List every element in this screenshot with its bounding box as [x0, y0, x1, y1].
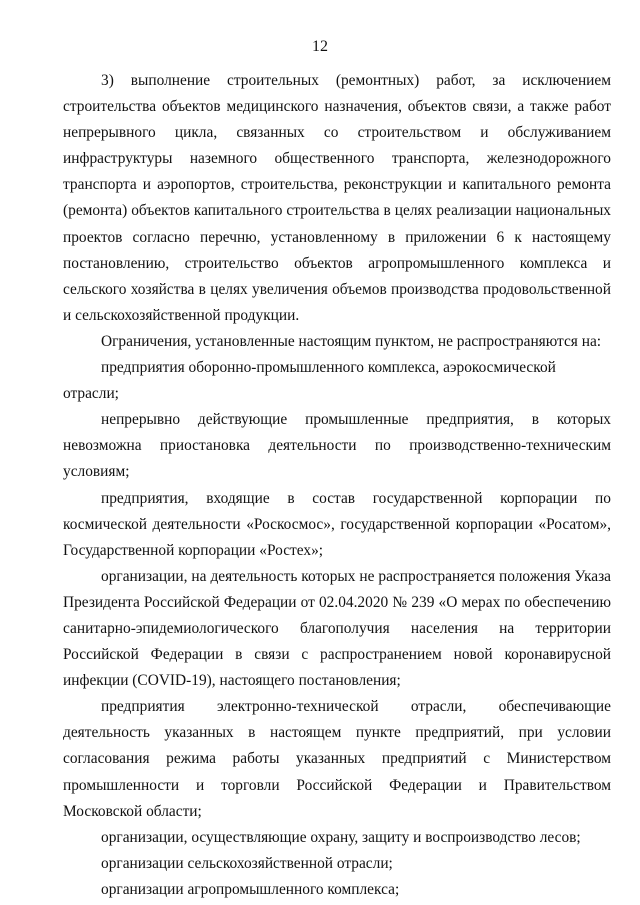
paragraph-forest-protection: организации, осуществляющие охрану, защиту и воспроизводство лесов;	[101, 828, 581, 846]
paragraph-electronics-industry: предприятия электронно-технической отрасли, обеспечивающие деятельность указанных в настоящем пункте предприятий, при условии согласования режима работы указанных предприятий с Министерством промышленности и торговли Российской Федерации и Правительством Московской области;	[63, 698, 611, 820]
paragraph-defense-aerospace: предприятия оборонно-промышленного комплекса, аэрокосмической отрасли;	[63, 359, 556, 403]
paragraph-restrictions-intro: Ограничения, установленные настоящим пунктом, не распространяются на:	[101, 332, 602, 350]
paragraph-construction-works: 3) выполнение строительных (ремонтных) работ, за исключением строительства объектов медицинского назначения, объектов связи, а также работ непрерывного цикла, связанных со строительством и обслуживанием инфраструктуры наземного общественного транспорта, железнодорожного транспорта и аэропортов, строительства, реконструкции и капитального ремонта (ремонта) объектов капитального строительства в целях реализации национальных проектов согласно перечню, установленному в приложении 6 к настоящему постановлению, строительство объектов агропромышленного комплекса и сельского хозяйства в целях увеличения объемов производства продовольственной и сельскохозяйственной продукции.	[63, 72, 611, 324]
document-body	[63, 68, 611, 903]
paragraph-agriculture: организации сельскохозяйственной отрасли;	[101, 854, 393, 872]
paragraph-agro-industrial: организации агропромышленного комплекса;	[101, 880, 400, 898]
paragraph-state-corporations: предприятия, входящие в состав государственной корпорации по космической деятельности «Роскосмос», государственной корпорации «Росатом», Государственной корпорации «Ростех»;	[63, 489, 611, 559]
paragraph-continuous-enterprises: непрерывно действующие промышленные предприятия, в которых невозможна приостановка деятельности по производственно-техническим условиям;	[63, 411, 611, 481]
page-number: 12	[312, 38, 328, 55]
paragraph-decree-exempt-organizations: организации, на деятельность которых не распространяется положения Указа Президента Российской Федерации от 02.04.2020 № 239 «О мерах по обеспечению санитарно-эпидемиологического благополучия населения на территории Российской Федерации в связи с распространением новой коронавирусной инфекции (COVID-19), настоящего постановления;	[63, 567, 611, 690]
